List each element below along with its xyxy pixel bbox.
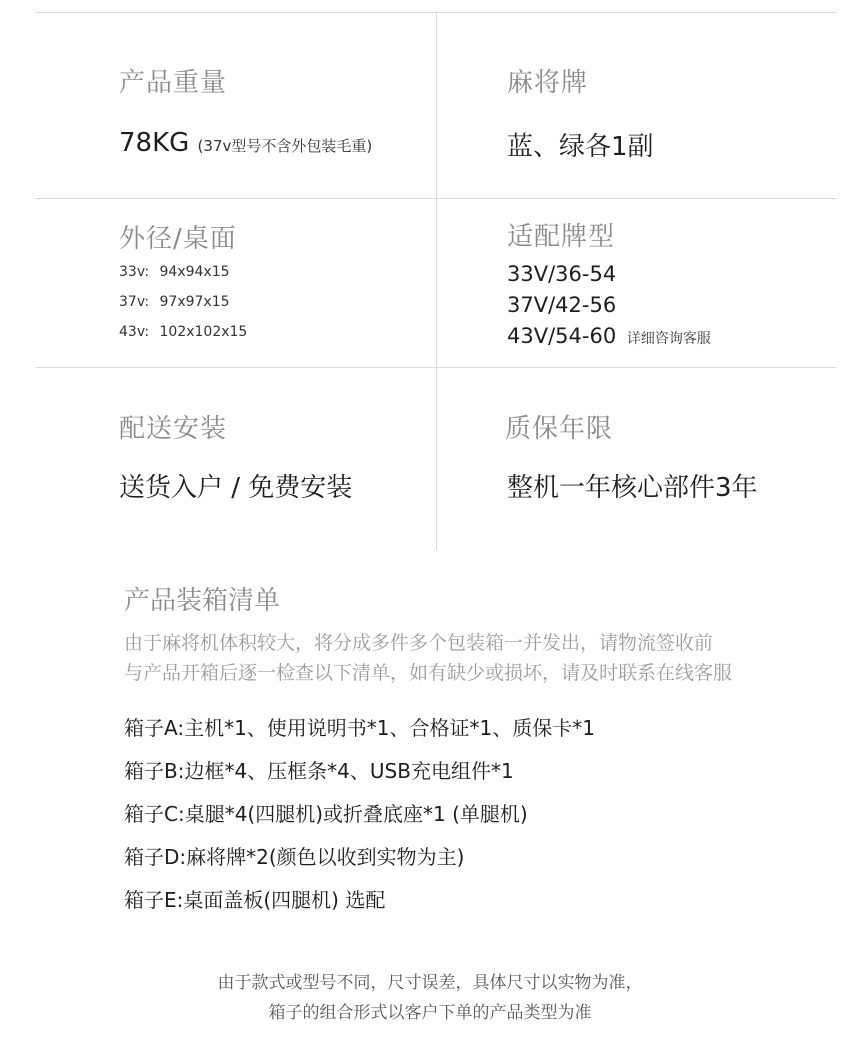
weight-value: 78KG [119, 128, 190, 158]
size-model: 37v: [119, 294, 150, 310]
tile-type-line-37v: 37V/42-56 [507, 293, 617, 317]
tile-type-line-43v-row [507, 324, 711, 348]
box-item-d: 箱子D:麻将牌*2(颜色以收到实物为主) [124, 845, 465, 869]
tile-type-line-33v: 33V/36-54 [507, 262, 617, 286]
weight-note: (37v型号不含外包装毛重) [197, 137, 373, 155]
size-line-33v [119, 264, 230, 280]
box-item-e: 箱子E:桌面盖板(四腿机) 选配 [124, 888, 386, 912]
warranty-label: 质保年限 [505, 414, 614, 444]
tile-type-line-43v: 43V/54-60 [507, 324, 617, 348]
box-item-b: 箱子B:边框*4、压框条*4、USB充电组件*1 [124, 759, 514, 783]
packing-intro-line-1: 由于麻将机体积较大，将分成多件多个包装箱一并发出，请物流签收前 [124, 632, 714, 654]
packing-intro-line-2: 与产品开箱后逐一检查以下清单，如有缺少或损坏，请及时联系在线客服 [124, 662, 733, 684]
delivery-label: 配送安装 [119, 414, 228, 444]
size-line-43v [119, 324, 247, 340]
tile-type-note: 详细咨询客服 [626, 331, 711, 347]
size-dims: 97x97x15 [159, 294, 230, 310]
box-item-c: 箱子C:桌腿*4(四腿机)或折叠底座*1 (单腿机) [124, 802, 528, 826]
footer-line-2: 箱子的组合形式以客户下单的产品类型为准 [268, 1003, 592, 1023]
warranty-value: 整机一年核心部件3年 [507, 473, 758, 503]
size-model: 43v: [119, 324, 150, 340]
size-dims: 102x102x15 [159, 324, 248, 340]
weight-value-row [119, 128, 372, 158]
column-divider [436, 12, 437, 550]
box-item-a: 箱子A:主机*1、使用说明书*1、合格证*1、质保卡*1 [124, 716, 595, 740]
size-line-37v [119, 294, 230, 310]
tiles-value: 蓝、绿各1副 [507, 132, 654, 162]
tile-type-label: 适配牌型 [507, 222, 616, 252]
footer-line-1: 由于款式或型号不同，尺寸误差，具体尺寸以实物为准， [217, 973, 643, 993]
delivery-value: 送货入户 / 免费安装 [119, 473, 353, 503]
size-label: 外径/桌面 [119, 224, 237, 254]
tiles-label: 麻将牌 [507, 68, 589, 98]
packing-title: 产品装箱清单 [124, 586, 281, 616]
size-model: 33v: [119, 264, 150, 280]
size-dims: 94x94x15 [159, 264, 230, 280]
weight-label: 产品重量 [119, 68, 228, 98]
